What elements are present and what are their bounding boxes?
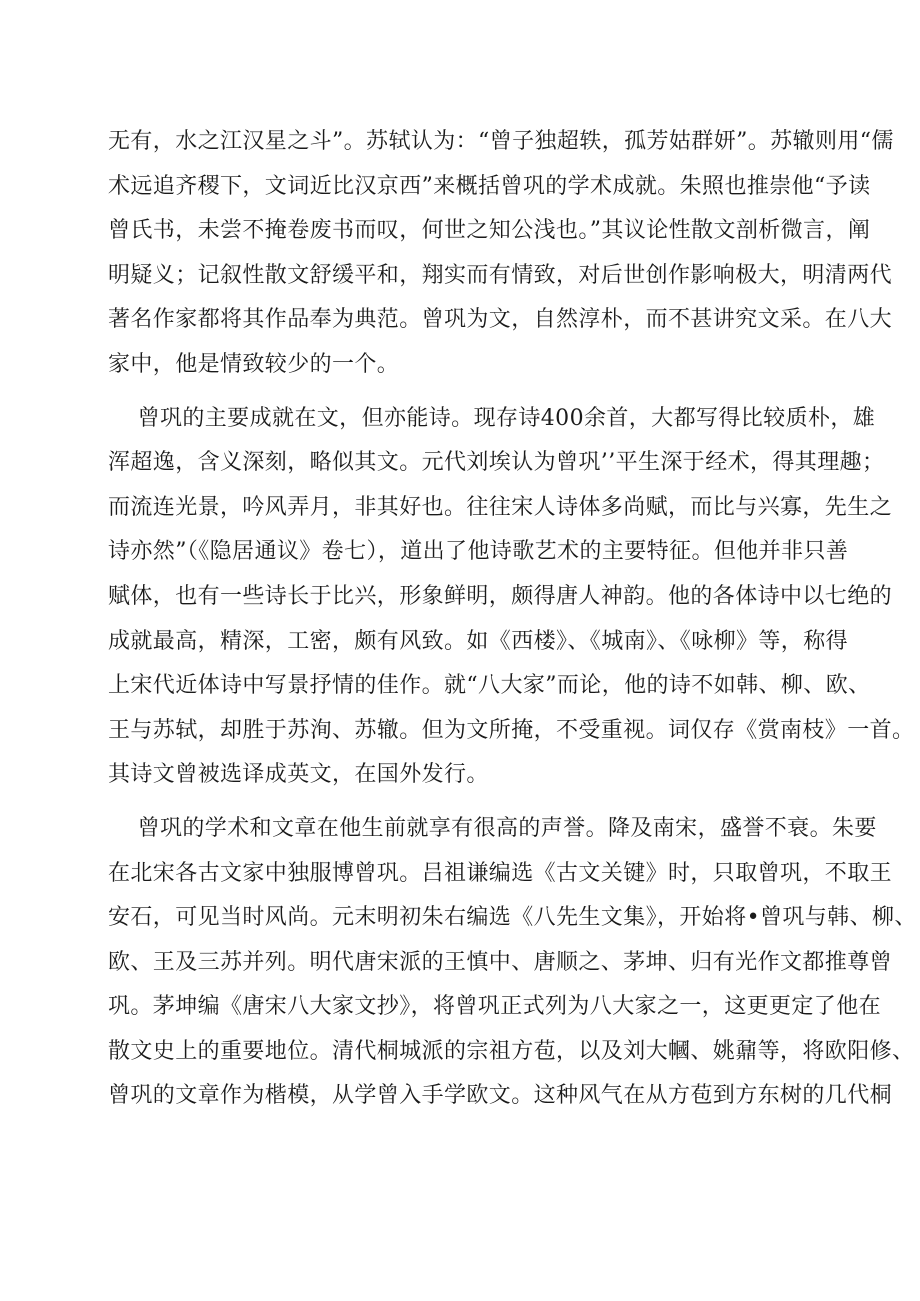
text-line: 巩。茅坤编《唐宋八大家文抄》，将曾巩正式列为八大家之一，这更更定了他在 <box>108 994 882 1020</box>
text-line: 欧、王及三苏并列。明代唐宋派的王慎中、唐顺之、茅坤、归有光作文都推尊曾 <box>108 949 893 975</box>
text-line: 而流连光景，吟风弄月，非其好也。往往宋人诗体多尚赋，而比与兴寡，先生之 <box>108 494 893 520</box>
document-body <box>108 120 917 1119</box>
paragraph-spacer <box>108 798 823 807</box>
text-line: 在北宋各古文家中独服博曾巩。吕祖谦编选《古文关键》时，只取曾巩，不取王 <box>108 860 893 886</box>
text-line: 成就最高，精深，工密，颇有风致。如《西楼》、《城南》、《咏柳》等，称得 <box>108 628 849 654</box>
text-line: 王与苏轼，却胜于苏洵、苏辙。但为文所掩，不受重视。词仅存《赏南枝》一首。 <box>108 717 915 743</box>
text-line: 散文史上的重要地位。清代桐城派的宗祖方苞，以及刘大幗、姚鼐等，将欧阳修、 <box>108 1038 915 1064</box>
text-line: 术远追齐稷下，文词近比汉京西”来概括曾巩的学术成就。朱照也推崇他“予读 <box>108 173 871 199</box>
text-line: 无有，水之江汉星之斗”。苏轼认为：“曾子独超轶，孤芳姑群妍”。苏辙则用“儒 <box>108 129 894 154</box>
paragraph-2 <box>108 397 915 798</box>
text-line: 曾氏书，未尝不掩卷废书而叹，何世之知公浅也。”其议论性散文剖析微言，阐 <box>108 218 871 244</box>
text-line: 安石，可见当时风尚。元末明初朱右编选《八先生文集》，开始将•曾巩与韩、柳、 <box>108 905 917 931</box>
text-line: 其诗文曾被选译成英文，在国外发行。 <box>108 762 489 788</box>
text-line: 明疑义；记叙性散文舒缓平和，翔实而有情致，对后世创作影响极大，明清两代 <box>108 262 893 288</box>
text-line: 浑超逸，含义深刻，略似其文。元代刘埃认为曾巩’’平生深于经术，得其理趣； <box>108 450 885 476</box>
text-line: 家中，他是情致较少的一个。 <box>108 351 400 377</box>
text-line: 上宋代近体诗中写景抒情的佳作。就“八大家”而论，他的诗不如韩、柳、欧、 <box>108 673 871 699</box>
paragraph-1 <box>108 120 894 388</box>
text-line: 曾巩的学术和文章在他生前就享有很高的声誉。降及南宋，盛誉不衰。朱要 <box>108 815 877 841</box>
text-line: 著名作家都将其作品奉为典范。曾巩为文，自然淳朴，而不甚讲究文采。在八大 <box>108 307 893 333</box>
paragraph-spacer <box>108 388 823 397</box>
text-line: 曾巩的主要成就在文，但亦能诗。现存诗400余首，大都写得比较质朴，雄 <box>108 405 876 431</box>
text-line: 赋体，也有一些诗长于比兴，形象鲜明，颇得唐人神韵。他的各体诗中以七绝的 <box>108 583 893 609</box>
paragraph-3 <box>108 807 917 1119</box>
text-line: 曾巩的文章作为楷模，从学曾入手学欧文。这种风气在从方苞到方东树的几代桐 <box>108 1083 893 1109</box>
text-line: 诗亦然”（《隐居通议》卷七），道出了他诗歌艺术的主要特征。但他并非只善 <box>108 539 849 565</box>
